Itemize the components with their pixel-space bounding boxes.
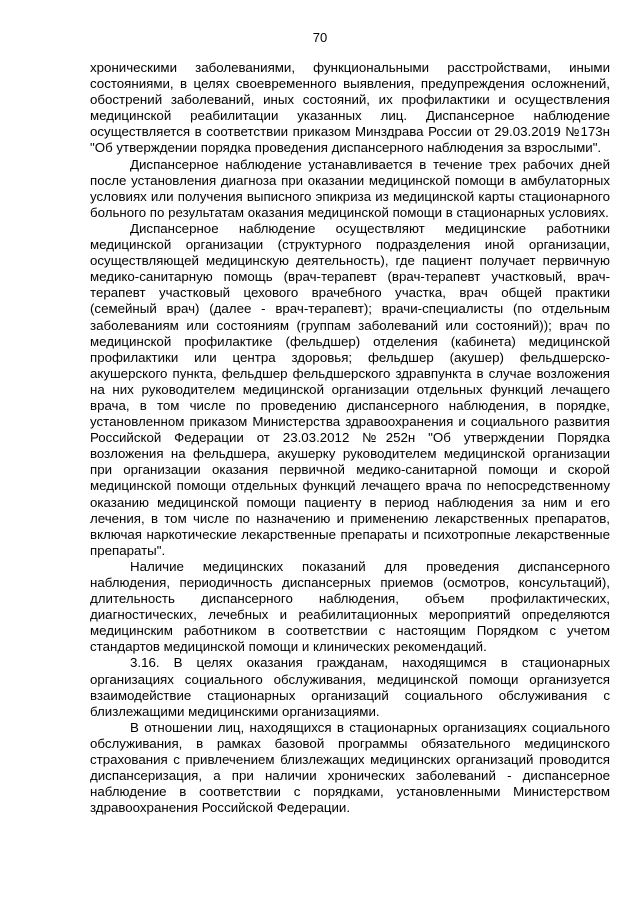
page-number: 70 <box>312 30 328 45</box>
paragraph-indications: Наличие медицинских показаний для проведения диспансерного наблюдения, периодичность диспансерных приемов (осмотров, консультаций), длительность диспансерного наблюдения, объем профилактических, диагностических, лечебных и реабилитационных мероприятий определяются медицинским работником в соответствии с настоящим Порядком с учетом стандартов медицинской помощи и клинических рекомендаций. <box>90 558 610 655</box>
paragraph-medical-workers: Диспансерное наблюдение осуществляют медицинские работники медицинской организации (структурного подразделения иной организации, осуществляющей медицинскую деятельность), где пациент получает первичную медико-санитарную помощь (врач-терапевт (врач-терапевт участковый, врач-терапевт участковый цехового врачебного участка, врач общей практики (семейный врач) (далее - врач-терапевт); врачи-специалисты (по отдельным заболеваниям или состояниям (группам заболеваний или состояний)); врач по медицинской профилактике (фельдшер) отделения (кабинета) медицинской профилактики или центра здоровья; фельдшер (акушер) фельдшерско-акушерского пункта, фельдшер фельдшерского здравпункта в случае возложения на них руководителем медицинской организации отдельных функций лечащего врача, в том числе по проведению диспансерного наблюдения, в порядке, установленном приказом Министерства здравоохранения и социального развития Российской Федерации от 23.03.2012 №252н "Об утверждении Порядка возложения на фельдшера, акушерку руководителем медицинской организации при организации оказания первичной медико-санитарной помощи и скорой медицинской помощи отдельных функций лечащего врача по непосредственному оказанию медицинской помощи пациенту в период наблюдения за ним и его лечения, в том числе по назначению и применению лекарственных препаратов, включая наркотические лекарственные препараты и психотропные лекарственные препараты". <box>90 220 610 558</box>
body-text <box>90 60 610 816</box>
paragraph-section-3-16: 3.16. В целях оказания гражданам, находящимся в стационарных организациях социального обслуживания, медицинской помощи организуется взаимодействие стационарных организаций социального обслуживания с близлежащими медицинскими организациями. <box>90 655 610 719</box>
paragraph-social-service: В отношении лиц, находящихся в стационарных организациях социального обслуживания, в рамках базовой программы обязательного медицинского страхования с привлечением близлежащих медицинских организаций проводится диспансеризация, а при наличии хронических заболеваний - диспансерное наблюдение в соответствии с порядками, установленными Министерством здравоохранения Российской Федерации. <box>90 719 610 816</box>
paragraph-observation-timing: Диспансерное наблюдение устанавливается в течение трех рабочих дней после установления диагноза при оказании медицинской помощи в амбулаторных условиях или получения выписного эпикриза из медицинской карты стационарного больного по результатам оказания медицинской помощи в стационарных условиях. <box>90 156 610 220</box>
paragraph-continuation: хроническими заболеваниями, функциональными расстройствами, иными состояниями, в целях своевременного выявления, предупреждения осложнений, обострений заболеваний, иных состояний, их профилактики и осуществления медицинской реабилитации указанных лиц. Диспансерное наблюдение осуществляется в соответствии приказом Минздрава России от 29.03.2019 №173н "Об утверждении порядка проведения диспансерного наблюдения за взрослыми". <box>90 60 610 156</box>
